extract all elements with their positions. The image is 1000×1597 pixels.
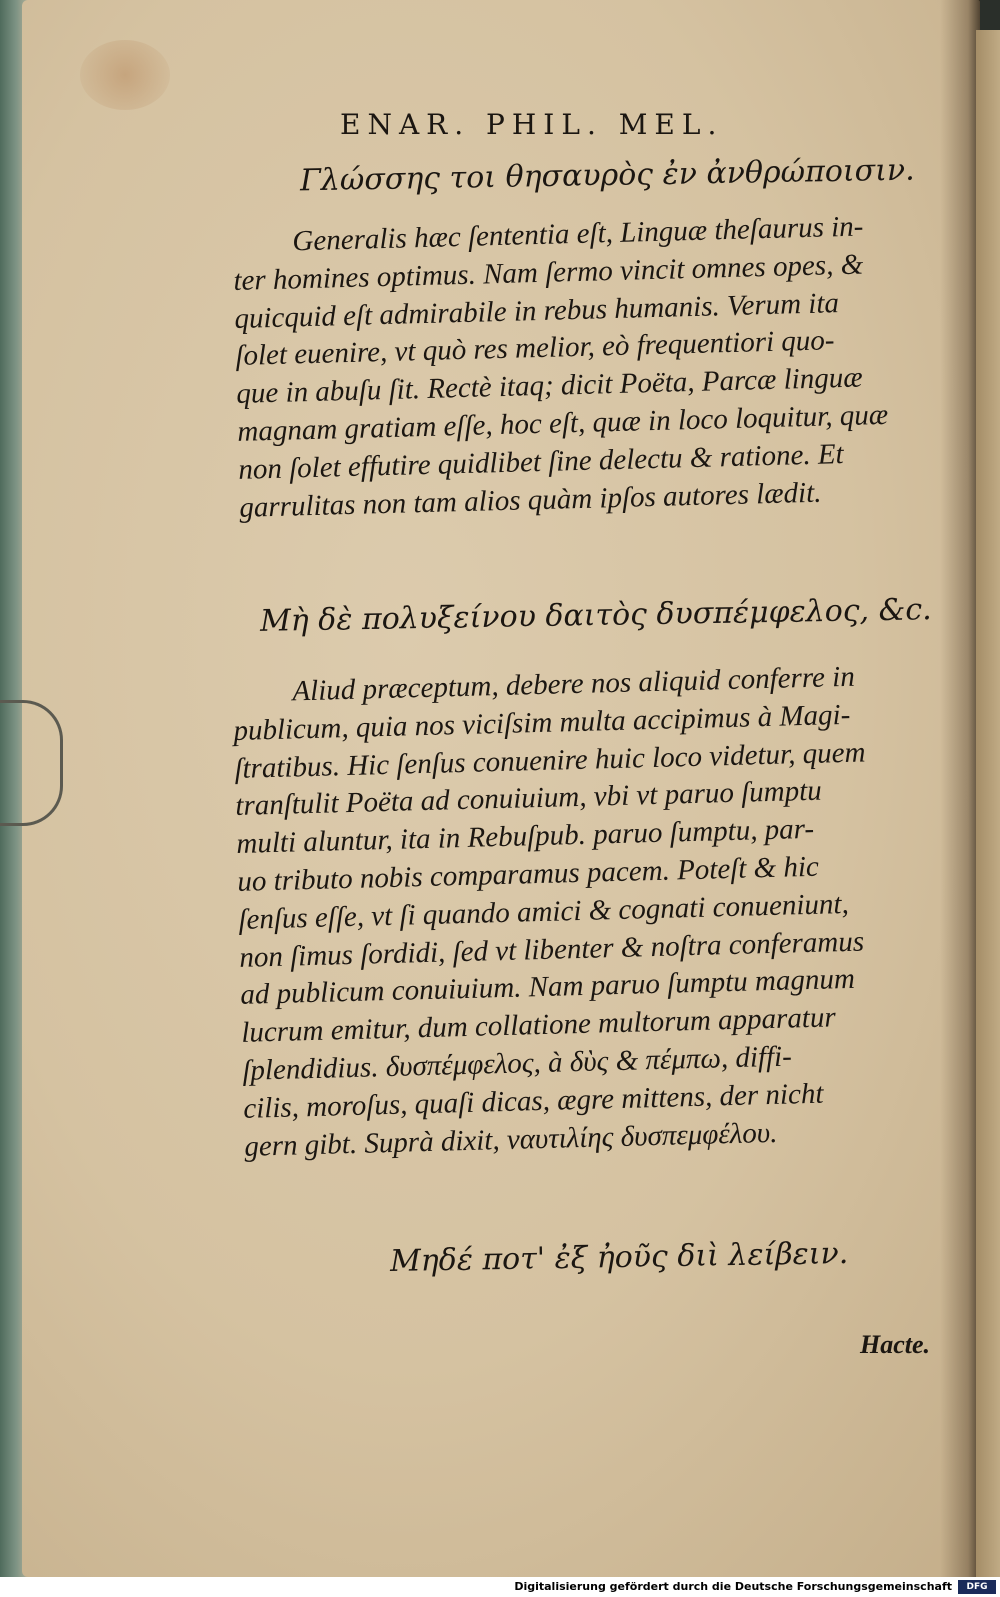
text-line: cilis, moroſus, quaſi dicas, ægre mittens, der nicht bbox=[242, 1077, 824, 1125]
text-line: tranſtulit Poëta ad conuiuium, vbi vt paruo ſumptu bbox=[235, 775, 823, 823]
text-line: ſolet euenire, vt quò res melior, eò frequentiori quo- bbox=[235, 324, 835, 373]
text-line: garrulitas non tam alios quàm ipſos autores lædit. bbox=[238, 476, 822, 524]
text-line: uo tributo nobis comparamus pacem. Poteſt & hic bbox=[236, 850, 820, 898]
digitization-footer bbox=[0, 1577, 1000, 1597]
text-line: lucrum emitur, dum collatione multorum apparatur bbox=[240, 1001, 837, 1050]
catchword: Hacte. bbox=[860, 1330, 931, 1359]
text-line: non ſolet effutire quidlibet ſine delectu & ratione. Et bbox=[237, 437, 845, 486]
text-line: ſtratibus. Hic ſenſus conuenire huic loco videtur, quem bbox=[234, 736, 866, 785]
text-line: ſenſus eſſe, vt ſi quando amici & cognati conueniunt, bbox=[237, 887, 850, 936]
greek-heading-1: Γλώσσης τοι θησαυρὸς ἐν ἀνθρώποισιν. bbox=[299, 152, 915, 199]
text-line: gern gibt. Suprà dixit, ναυτιλίης δυσπεμφέλου. bbox=[243, 1116, 778, 1163]
greek-heading-3: Μηδέ ποτ' ἐξ ἠοῦς διὶ λείβειν. bbox=[389, 1236, 849, 1279]
greek-heading-2: Μὴ δὲ πολυξείνου δαιτὸς δυσπέμφελος, &c. bbox=[259, 592, 932, 639]
facing-page-edge bbox=[976, 30, 1000, 1577]
footer-text: Digitalisierung gefördert durch die Deutsche Forschungsgemeinschaft bbox=[514, 1580, 952, 1593]
page-clip bbox=[0, 700, 63, 826]
book-gutter bbox=[940, 0, 980, 1577]
paragraph-1 bbox=[232, 207, 940, 528]
text-line: multi aluntur, ita in Rebuſpub. paruo ſumptu, par- bbox=[236, 813, 815, 861]
text-line: ſplendidius. δυσπέμφελος, à δὺς & πέμπω, diffi- bbox=[241, 1040, 793, 1087]
text-line: magnam gratiam eſſe, hoc eſt, quæ in loco loquitur, quæ bbox=[236, 398, 889, 448]
paper-stain bbox=[80, 40, 170, 110]
text-line: non ſimus ſordidi, ſed vt libenter & noſtra conferamus bbox=[238, 925, 865, 974]
text-line: ad publicum conuiuium. Nam paruo ſumptu magnum bbox=[239, 963, 856, 1012]
text-line: Generalis hæc ſententia eſt, Linguæ theſaurus in- bbox=[292, 210, 864, 258]
running-header: ENAR. PHIL. MEL. bbox=[340, 108, 724, 141]
text-line: publicum, quia nos viciſsim multa accipimus à Magi- bbox=[233, 698, 851, 747]
text-line: Aliud præceptum, debere nos aliquid conferre in bbox=[292, 660, 856, 708]
text-line: que in abuſu ſit. Rectè itaq; dicit Poëta, Parcæ linguæ bbox=[236, 361, 863, 411]
paragraph-2 bbox=[232, 657, 945, 1167]
dfg-logo: DFG bbox=[958, 1580, 996, 1594]
text-line: ter homines optimus. Nam ſermo vincit omnes opes, & bbox=[233, 248, 864, 297]
text-line: quicquid eſt admirabile in rebus humanis. Verum ita bbox=[234, 286, 840, 335]
